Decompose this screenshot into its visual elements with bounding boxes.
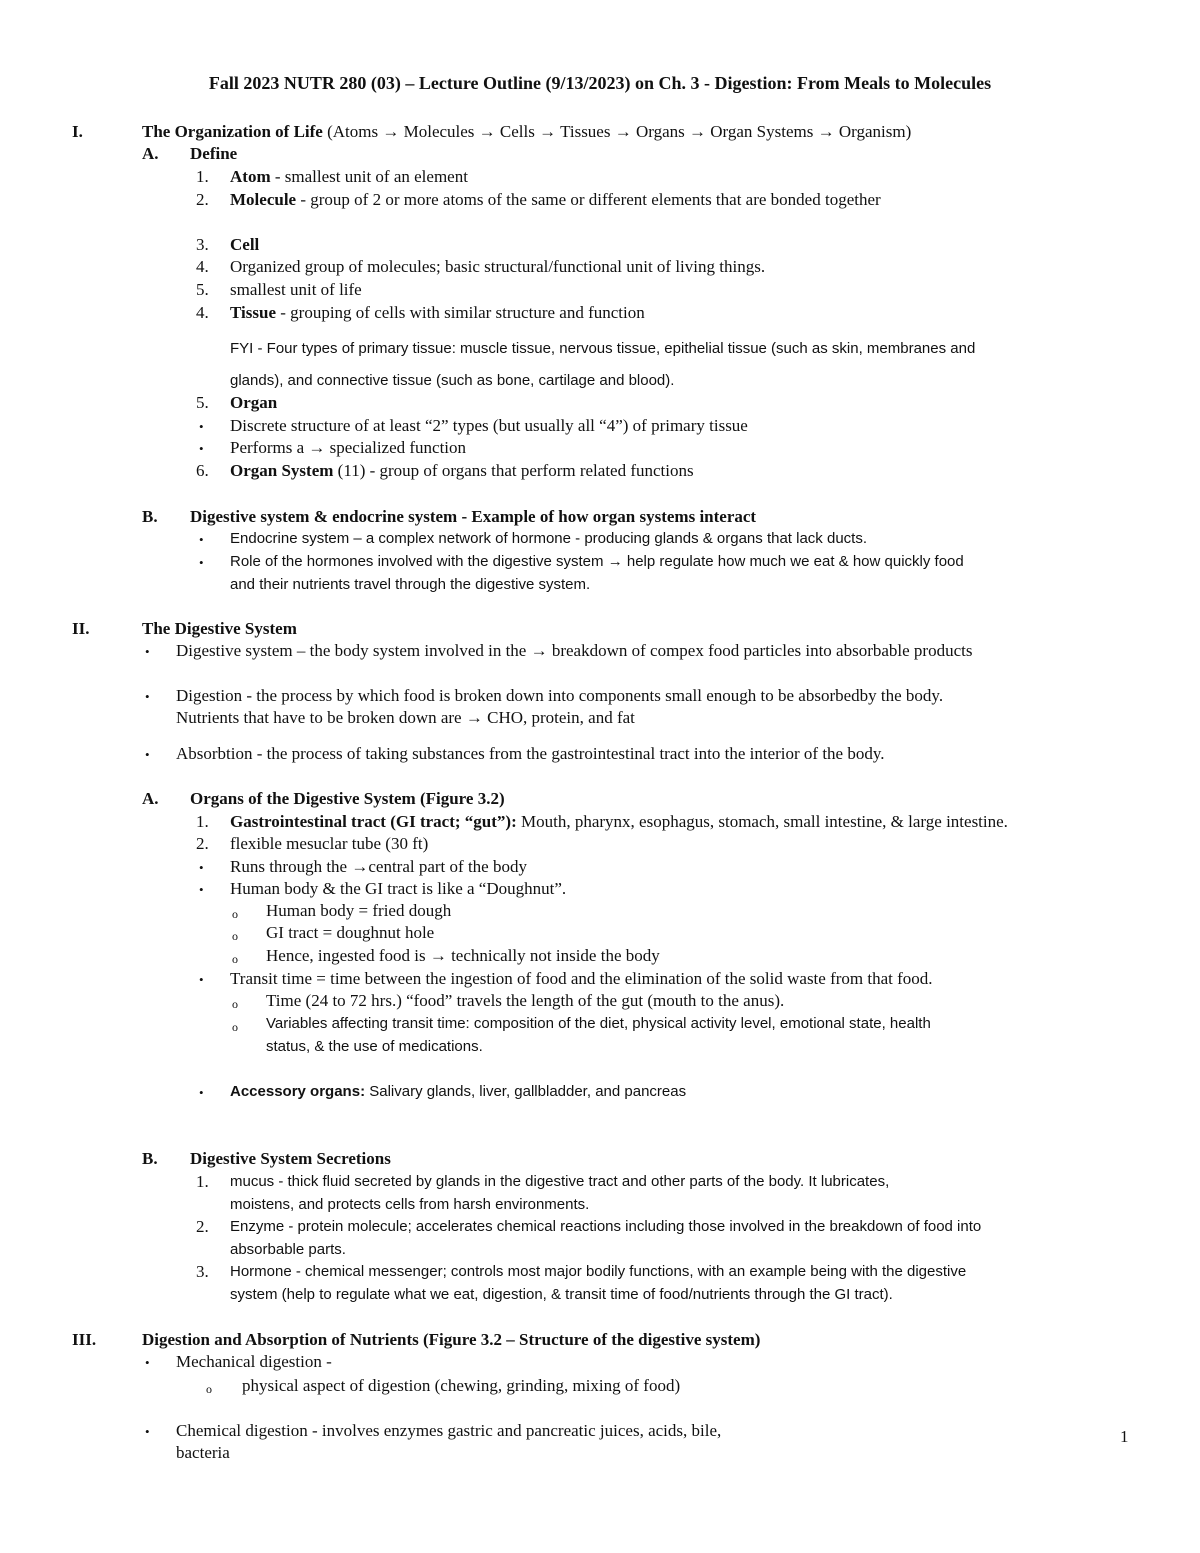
definition-text: (11) - group of organs that perform related functions: [333, 461, 694, 480]
section-1-heading-rest: (Atoms → Molecules → Cells → Tissues → Organs → Organ Systems → Organism): [322, 122, 912, 141]
section-1b-heading: Digestive system & endocrine system - Example of how organ systems interact: [190, 507, 757, 526]
list-number: 3.: [196, 235, 209, 254]
section-1b-letter: B.: [142, 507, 158, 526]
transit-time-definition: Transit time = time between the ingestion of food and the elimination of the solid waste from that food.: [230, 969, 933, 988]
term-atom: Atom: [230, 167, 271, 186]
section-1a-heading: Define: [190, 144, 238, 163]
endocrine-bullet-2b: and their nutrients travel through the digestive system.: [230, 576, 591, 593]
chemical-digestion-2: bacteria: [176, 1443, 230, 1462]
list-number: 1.: [196, 1172, 209, 1191]
doughnut-sub-3: Hence, ingested food is → technically not inside the body: [266, 946, 660, 965]
definition-atom: [230, 166, 468, 188]
circle-bullet-icon: o: [232, 997, 238, 1011]
hormone-definition-2: system (help to regulate what we eat, digestion, & transit time of food/nutrients through the GI tract).: [230, 1286, 893, 1303]
definition-organ-system: [230, 460, 694, 482]
page-title: Fall 2023 NUTR 280 (03) – Lecture Outline (9/13/2023) on Ch. 3 - Digestion: From Meals to Molecules: [208, 73, 992, 93]
list-number: 2.: [196, 834, 209, 853]
term-gi-tract: Gastrointestinal tract (GI tract; “gut”):: [230, 812, 517, 831]
gi-tract-definition: [230, 811, 1008, 833]
endocrine-bullet-2a: Role of the hormones involved with the digestive system → help regulate how much we eat & how quickly food: [230, 553, 964, 570]
circle-bullet-icon: o: [232, 1020, 238, 1034]
cell-description-2: smallest unit of life: [230, 280, 362, 299]
bullet-icon: •: [199, 419, 204, 434]
doughnut-sub-1: Human body = fried dough: [266, 901, 452, 920]
bullet-icon: •: [145, 689, 150, 704]
doughnut-sub-2: GI tract = doughnut hole: [266, 923, 435, 942]
list-number: 5.: [196, 280, 209, 299]
bullet-icon: •: [199, 555, 204, 570]
list-number: 2.: [196, 190, 209, 209]
gi-bullet-2: Human body & the GI tract is like a “Doughnut”.: [230, 879, 567, 898]
bullet-icon: •: [199, 532, 204, 547]
enzyme-definition-2: absorbable parts.: [230, 1241, 346, 1258]
digestive-bullet-1: Digestive system – the body system involved in the → breakdown of compex food particles into absorbable products: [176, 641, 973, 660]
section-2a-heading: Organs of the Digestive System (Figure 3.2): [190, 789, 505, 808]
term-tissue: Tissue: [230, 303, 276, 322]
gi-tract-description: flexible mesuclar tube (30 ft): [230, 834, 429, 853]
mechanical-digestion: Mechanical digestion -: [176, 1352, 332, 1371]
accessory-organs: [230, 1081, 686, 1103]
definition-text: Mouth, pharynx, esophagus, stomach, small intestine, & large intestine.: [516, 812, 1008, 831]
mucus-definition-2: moistens, and protects cells from harsh environments.: [230, 1196, 590, 1213]
section-3-number: III.: [72, 1330, 97, 1349]
bullet-icon: •: [145, 1424, 150, 1439]
section-2b-letter: B.: [142, 1149, 158, 1168]
enzyme-definition-1: Enzyme - protein molecule; accelerates chemical reactions including those involved in the breakdown of food into: [230, 1218, 982, 1235]
mucus-definition-1: mucus - thick fluid secreted by glands in the digestive tract and other parts of the body. It lubricates,: [230, 1173, 890, 1190]
accessory-organs-list: Salivary glands, liver, gallbladder, and pancreas: [365, 1083, 687, 1100]
cell-description: Organized group of molecules; basic structural/functional unit of living things.: [230, 257, 766, 276]
section-2b-heading: Digestive System Secretions: [190, 1149, 391, 1168]
definition-text: - grouping of cells with similar structure and function: [276, 303, 645, 322]
transit-sub-1: Time (24 to 72 hrs.) “food” travels the length of the gut (mouth to the anus).: [266, 991, 785, 1010]
definition-text: - group of 2 or more atoms of the same or different elements that are bonded together: [296, 190, 881, 209]
term-organ: Organ: [230, 393, 278, 412]
bullet-icon: •: [145, 1355, 150, 1370]
organ-bullet-1: Discrete structure of at least “2” types (but usually all “4”) of primary tissue: [230, 416, 748, 435]
circle-bullet-icon: o: [232, 952, 238, 966]
section-1a-letter: A.: [142, 144, 159, 163]
list-number: 5.: [196, 393, 209, 412]
circle-bullet-icon: o: [232, 907, 238, 921]
bullet-icon: •: [199, 882, 204, 897]
section-2a-letter: A.: [142, 789, 159, 808]
endocrine-bullet-1: Endocrine system – a complex network of hormone - producing glands & organs that lack ducts.: [230, 530, 867, 547]
section-2-heading: The Digestive System: [142, 619, 297, 638]
section-1-heading-line: [142, 121, 911, 143]
bullet-icon: •: [199, 1085, 204, 1100]
transit-sub-2b: status, & the use of medications.: [266, 1038, 483, 1055]
term-molecule: Molecule: [230, 190, 297, 209]
term-organ-system: Organ System: [230, 461, 334, 480]
gi-bullet-1: Runs through the →central part of the body: [230, 857, 527, 876]
definition-tissue: [230, 302, 645, 324]
section-1-number: I.: [72, 122, 83, 141]
fyi-line-1: FYI - Four types of primary tissue: muscle tissue, nervous tissue, epithelial tissue (such as skin, membranes and: [230, 340, 976, 357]
bullet-icon: •: [199, 860, 204, 875]
list-number: 4.: [196, 257, 209, 276]
circle-bullet-icon: o: [232, 929, 238, 943]
absorption-definition: Absorbtion - the process of taking substances from the gastrointestinal tract into the interior of the body.: [176, 744, 885, 763]
section-1-heading: The Organization of Life: [142, 122, 323, 141]
mechanical-digestion-sub: physical aspect of digestion (chewing, grinding, mixing of food): [242, 1376, 681, 1395]
circle-bullet-icon: o: [206, 1382, 212, 1396]
chemical-digestion-1: Chemical digestion - involves enzymes gastric and pancreatic juices, acids, bile,: [176, 1421, 722, 1440]
section-2-number: II.: [72, 619, 90, 638]
bullet-icon: •: [145, 644, 150, 659]
term-cell: Cell: [230, 235, 260, 254]
term-accessory-organs: Accessory organs:: [230, 1083, 366, 1100]
digestion-definition-1: Digestion - the process by which food is broken down into components small enough to be absorbedby the body.: [176, 686, 944, 705]
bullet-icon: •: [145, 747, 150, 762]
section-3-heading: Digestion and Absorption of Nutrients (Figure 3.2 – Structure of the digestive system): [142, 1330, 761, 1349]
list-number: 4.: [196, 303, 209, 322]
digestion-definition-2: Nutrients that have to be broken down are → CHO, protein, and fat: [176, 708, 635, 727]
list-number: 3.: [196, 1262, 209, 1281]
list-number: 2.: [196, 1217, 209, 1236]
list-number: 1.: [196, 167, 209, 186]
bullet-icon: •: [199, 441, 204, 456]
transit-sub-2a: Variables affecting transit time: composition of the diet, physical activity level, emotional state, health: [266, 1015, 931, 1032]
definition-text: - smallest unit of an element: [270, 167, 468, 186]
fyi-line-2: glands), and connective tissue (such as bone, cartilage and blood).: [230, 372, 675, 389]
definition-molecule: [230, 189, 881, 211]
hormone-definition-1: Hormone - chemical messenger; controls most major bodily functions, with an example being with the digestive: [230, 1263, 967, 1280]
bullet-icon: •: [199, 972, 204, 987]
list-number: 1.: [196, 812, 209, 831]
page-number: 1: [1120, 1427, 1129, 1446]
list-number: 6.: [196, 461, 209, 480]
organ-bullet-2: Performs a → specialized function: [230, 438, 467, 457]
